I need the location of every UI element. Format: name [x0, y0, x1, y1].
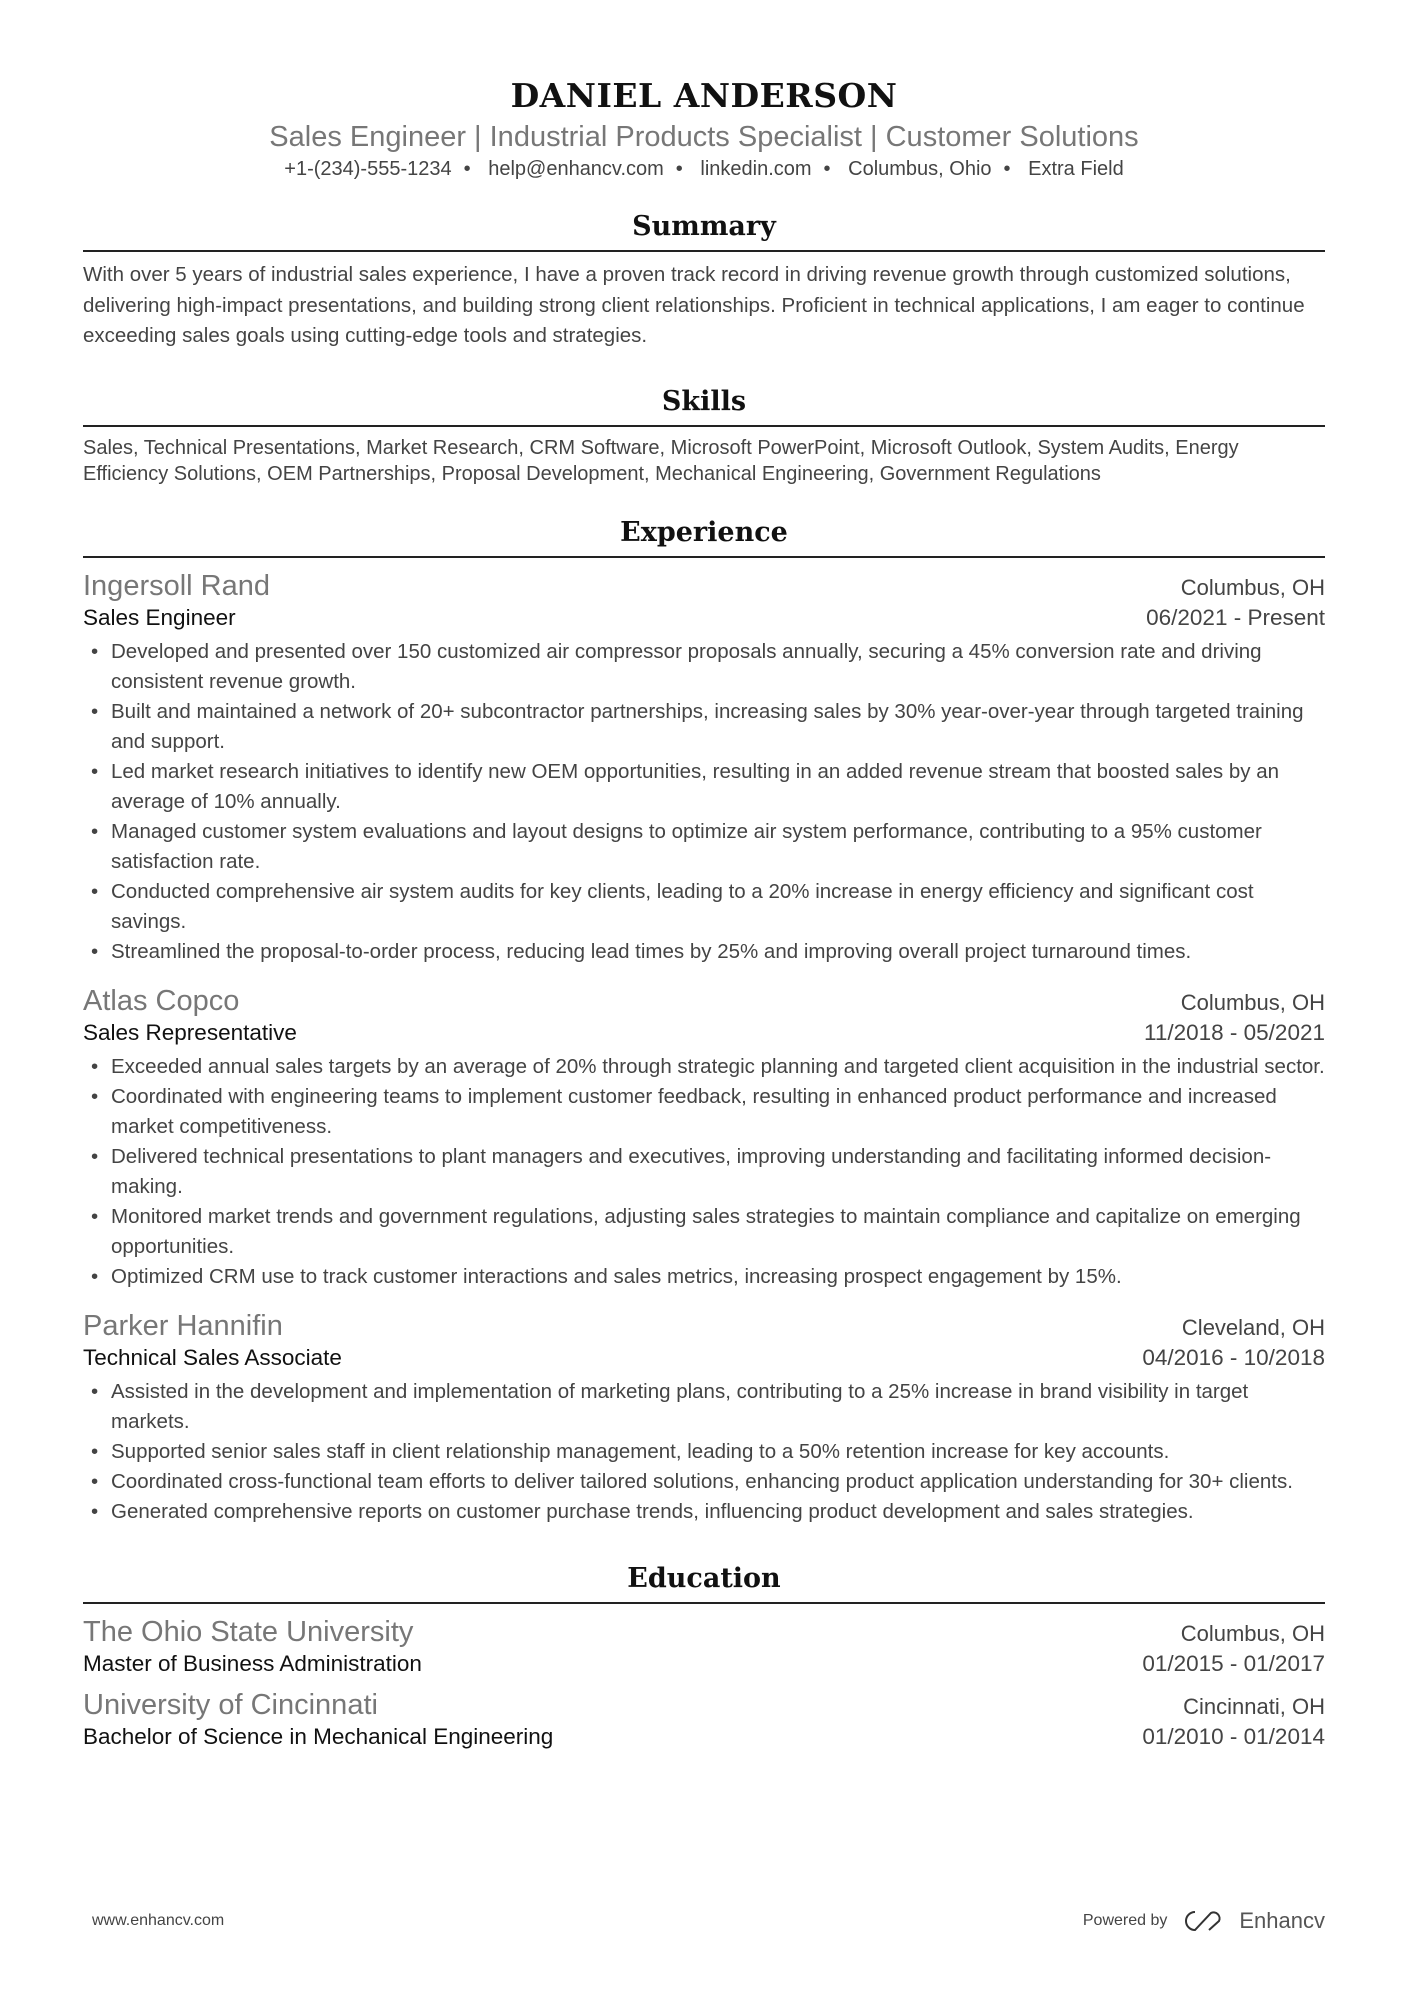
candidate-name: DANIEL ANDERSON	[510, 76, 898, 115]
powered-by	[1083, 1908, 1325, 1934]
bullet-item: • Streamlined the proposal-to-order process, reducing lead times by 25% and improving overall project turnaround times.	[83, 937, 1325, 967]
summary-heading: Summary	[83, 211, 1325, 252]
job-dates: 06/2021 - Present	[1146, 604, 1325, 630]
bullet-item: • Generated comprehensive reports on customer purchase trends, influencing product development and sales strategies.	[83, 1497, 1325, 1527]
skills-heading: Skills	[83, 386, 1325, 427]
powered-by-label: Powered by	[1082, 1912, 1168, 1929]
education-dates: 01/2015 - 01/2017	[1142, 1650, 1325, 1676]
linkedin-link[interactable]: linkedin.com	[700, 158, 812, 180]
education-entry	[83, 1608, 1325, 1677]
resume-page	[83, 0, 1325, 1750]
summary-text: With over 5 years of industrial sales experience, I have a proven track record in driving revenue growth through customized solutions, delivering high-impact presentations, and building strong client relationships. Proficient in technical applications, I am eager to continue exceeding sales goals using cutting-edge tools and strategies.	[83, 263, 1305, 347]
job-dates: 04/2016 - 10/2018	[1142, 1344, 1325, 1370]
degree: Bachelor of Science in Mechanical Engineering	[83, 1723, 554, 1749]
job-location: Columbus, OH	[1180, 574, 1325, 600]
bullet-item: • Coordinated cross-functional team efforts to deliver tailored solutions, enhancing product application understanding for 30+ clients.	[83, 1467, 1325, 1497]
contact-line	[83, 158, 1325, 181]
footer	[92, 1908, 1325, 1934]
bullet-item: • Optimized CRM use to track customer interactions and sales metrics, increasing prospect engagement by 15%.	[83, 1262, 1325, 1292]
job-entry	[83, 977, 1325, 1292]
separator-dot: •	[675, 158, 683, 180]
experience-heading: Experience	[83, 517, 1325, 558]
bullet-list	[83, 1052, 1325, 1292]
bullet-item: • Delivered technical presentations to plant managers and executives, improving understanding and facilitating informed decision-making.	[83, 1142, 1325, 1202]
bullet-item: • Led market research initiatives to identify new OEM opportunities, resulting in an added revenue stream that boosted sales by an average of 10% annually.	[83, 757, 1325, 817]
skills-text: Sales, Technical Presentations, Market Research, CRM Software, Microsoft PowerPoint, Microsoft Outlook, System Audits, Energy Efficiency Solutions, OEM Partnerships, Proposal Development, Mechanical Engineering, Government Regulations	[83, 436, 1239, 485]
bullet-list	[83, 1377, 1325, 1527]
bullet-item: • Assisted in the development and implementation of marketing plans, contributing to a 25% increase in brand visibility in target markets.	[83, 1377, 1325, 1437]
candidate-title: Sales Engineer | Industrial Products Specialist | Customer Solutions	[269, 121, 1139, 153]
bullet-item: • Managed customer system evaluations and layout designs to optimize air system performance, contributing to a 95% customer satisfaction rate.	[83, 817, 1325, 877]
email-link[interactable]: help@enhancv.com	[488, 158, 664, 180]
bullet-item: • Monitored market trends and government regulations, adjusting sales strategies to maintain compliance and capitalize on emerging opportunities.	[83, 1202, 1325, 1262]
company-name: Atlas Copco	[83, 984, 240, 1017]
brand-name: Enhancv	[1239, 1908, 1325, 1933]
bullet-item: • Developed and presented over 150 customized air compressor proposals annually, securing a 45% conversion rate and driving consistent revenue growth.	[83, 637, 1325, 697]
bullet-item: • Exceeded annual sales targets by an average of 20% through strategic planning and targeted client acquisition in the industrial sector.	[83, 1052, 1325, 1082]
footer-website[interactable]: www.enhancv.com	[92, 1912, 225, 1929]
school-name: The Ohio State University	[83, 1615, 414, 1648]
experience-list	[83, 562, 1325, 1527]
job-entry	[83, 562, 1325, 967]
extra-field: Extra Field	[1028, 158, 1124, 180]
school-name: University of Cincinnati	[83, 1688, 378, 1721]
location: Columbus, Ohio	[848, 158, 992, 180]
separator-dot: •	[1003, 158, 1011, 180]
job-role: Sales Engineer	[83, 604, 236, 630]
enhancv-logo-icon	[1181, 1909, 1225, 1933]
education-dates: 01/2010 - 01/2014	[1142, 1723, 1325, 1749]
bullet-list	[83, 637, 1325, 967]
bullet-item: • Conducted comprehensive air system audits for key clients, leading to a 20% increase in energy efficiency and significant cost savings.	[83, 877, 1325, 937]
job-entry	[83, 1302, 1325, 1527]
job-dates: 11/2018 - 05/2021	[1144, 1019, 1325, 1045]
education-list	[83, 1608, 1325, 1750]
education-entry	[83, 1681, 1325, 1750]
separator-dot: •	[463, 158, 471, 180]
school-location: Cincinnati, OH	[1183, 1693, 1325, 1719]
company-name: Parker Hannifin	[83, 1309, 283, 1342]
phone: +1-(234)-555-1234	[284, 158, 452, 180]
separator-dot: •	[823, 158, 831, 180]
bullet-item: • Supported senior sales staff in client relationship management, leading to a 50% retention increase for key accounts.	[83, 1437, 1325, 1467]
job-role: Sales Representative	[83, 1019, 297, 1045]
degree: Master of Business Administration	[83, 1650, 422, 1676]
school-location: Columbus, OH	[1180, 1620, 1325, 1646]
job-location: Columbus, OH	[1180, 989, 1325, 1015]
job-location: Cleveland, OH	[1181, 1314, 1325, 1340]
education-heading: Education	[83, 1563, 1325, 1604]
bullet-item: • Coordinated with engineering teams to implement customer feedback, resulting in enhanced product performance and increased market competitiveness.	[83, 1082, 1325, 1142]
company-name: Ingersoll Rand	[83, 569, 270, 602]
bullet-item: • Built and maintained a network of 20+ subcontractor partnerships, increasing sales by 30% year-over-year through targeted training and support.	[83, 697, 1325, 757]
job-role: Technical Sales Associate	[83, 1344, 342, 1370]
